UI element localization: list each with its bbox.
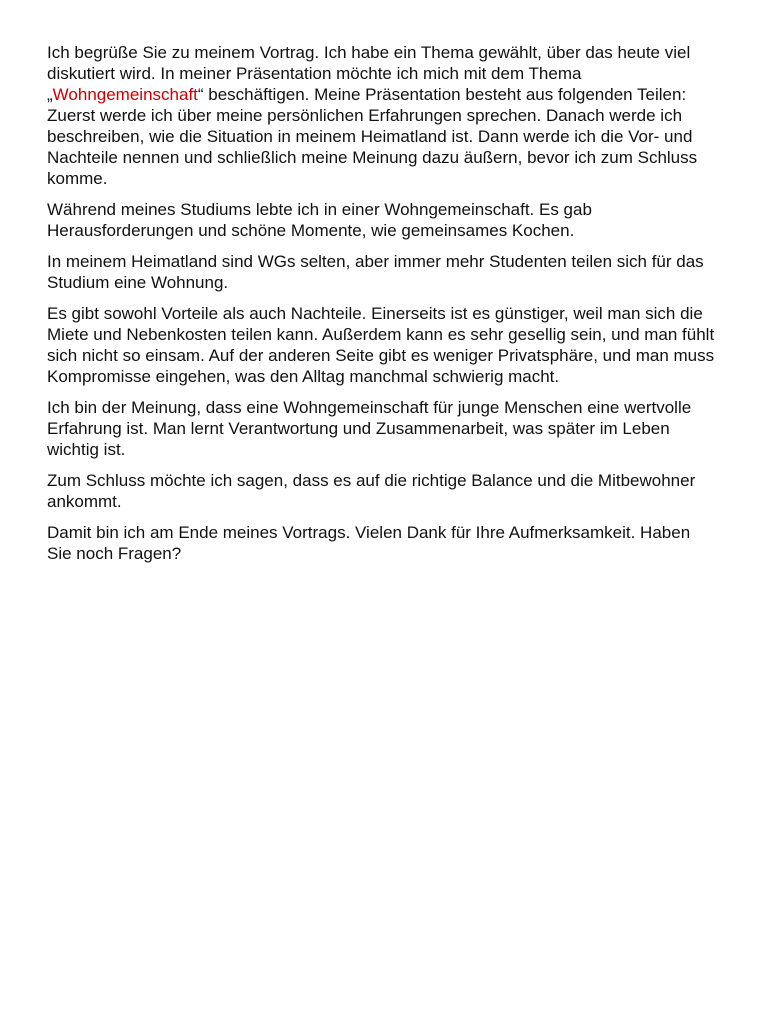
paragraph-pros-cons: Es gibt sowohl Vorteile als auch Nachteile. Einerseits ist es günstiger, weil man sich die Miete und Nebenkosten teilen kann. Außerdem kann es sehr gesellig sein, und man fühlt sich nicht so einsam. Auf der anderen Seite gibt es weniger Privatsphäre, und man muss Kompromisse eingehen, was den Alltag manchmal schwierig macht. [47,304,715,386]
document-body [47,42,719,574]
paragraph-conclusion: Zum Schluss möchte ich sagen, dass es auf die richtige Balance und die Mitbewohner ankommt. [47,471,696,511]
paragraph-closing: Damit bin ich am Ende meines Vortrags. Vielen Dank für Ihre Aufmerksamkeit. Haben Sie noch Fragen? [47,523,691,563]
intro-text-after: “ beschäftigen. Meine Präsentation besteht aus folgenden Teilen: Zuerst werde ich über meine persönlichen Erfahrungen sprechen. Danach werde ich beschreiben, wie die Situation in meinem Heimatland ist. Dann werde ich die Vor- und Nachteile nennen und schließlich meine Meinung dazu äußern, bevor ich zum Schluss komme. [47,85,698,188]
highlighted-topic: Wohngemeinschaft [52,85,198,104]
paragraph-introduction [47,42,719,189]
intro-text-before: Ich begrüße Sie zu meinem Vortrag. Ich habe ein Thema gewählt, über das heute viel diskutiert wird. In meiner Präsentation möchte ich mich mit dem Thema „ [47,43,691,104]
paragraph-opinion: Ich bin der Meinung, dass eine Wohngemeinschaft für junge Menschen eine wertvolle Erfahrung ist. Man lernt Verantwortung und Zusammenarbeit, was später im Leben wichtig ist. [47,398,692,459]
paragraph-home-country: In meinem Heimatland sind WGs selten, aber immer mehr Studenten teilen sich für das Studium eine Wohnung. [47,252,704,292]
paragraph-personal-experience: Während meines Studiums lebte ich in einer Wohngemeinschaft. Es gab Herausforderungen und schöne Momente, wie gemeinsames Kochen. [47,200,592,240]
